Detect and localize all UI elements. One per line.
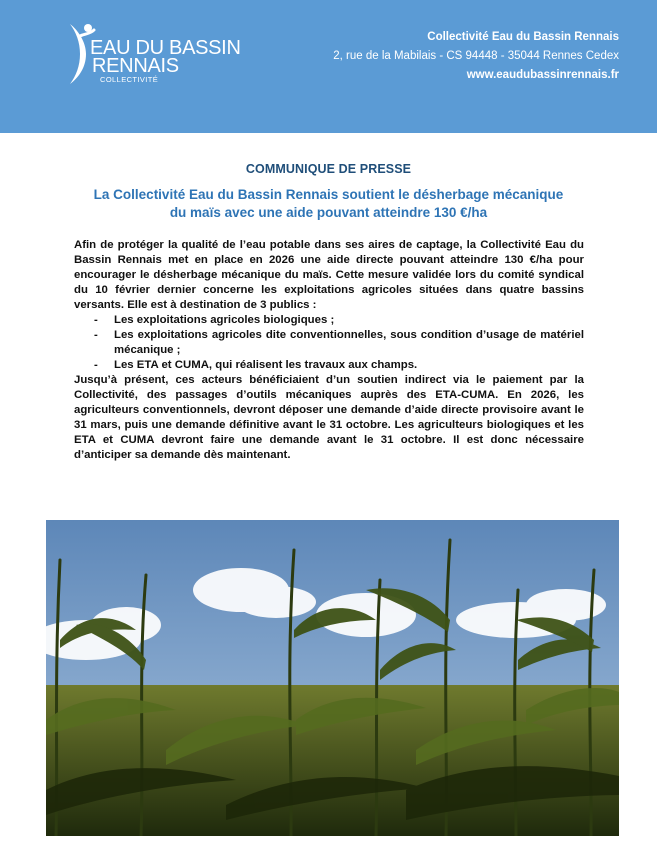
organization-name: Collectivité Eau du Bassin Rennais bbox=[427, 31, 619, 43]
headline-line-1: La Collectivité Eau du Bassin Rennais soutient le désherbage mécanique bbox=[93, 187, 564, 202]
collectivite-logo bbox=[66, 22, 241, 88]
website-link[interactable]: www.eaudubassinrennais.fr bbox=[466, 69, 619, 81]
postal-address: 2, rue de la Mabilais - CS 94448 - 35044 Rennes Cedex bbox=[333, 50, 619, 62]
bullet-dash: - bbox=[94, 359, 98, 371]
list-item-text: Les exploitations agricoles biologiques ; bbox=[114, 314, 335, 326]
corn-field-illustration bbox=[46, 520, 619, 836]
list-item-text: Les exploitations agricoles dite conventionnelles, sous condition d’usage de matériel mécanique ; bbox=[114, 329, 584, 356]
bullet-dash: - bbox=[94, 314, 98, 326]
article-body bbox=[74, 238, 584, 463]
audience-list bbox=[74, 313, 584, 373]
intro-paragraph: Afin de protéger la qualité de l’eau potable dans ses aires de captage, la Collectivité Eau du Bassin Rennais met en place en 2026 une aide directe pouvant atteindre 130 €/ha pour encourager le désherbage mécanique du maïs. Cette mesure validée lors du comité syndical du 10 février dernier concerne les exploitations agricoles situées dans quatre bassins versants. Elle est à destination de 3 publics : bbox=[74, 239, 584, 311]
press-release-label: COMMUNIQUE DE PRESSE bbox=[245, 162, 412, 176]
logo-line-2: RENNAIS bbox=[92, 55, 179, 77]
list-item bbox=[74, 358, 584, 373]
page-header bbox=[0, 0, 657, 133]
corn-field-photo bbox=[46, 520, 619, 836]
list-item bbox=[74, 328, 584, 358]
bullet-dash: - bbox=[94, 329, 98, 341]
logo-line-1: EAU DU BASSIN bbox=[90, 37, 241, 59]
list-item-text: Les ETA et CUMA, qui réalisent les travaux aux champs. bbox=[114, 359, 418, 371]
closing-paragraph: Jusqu’à présent, ces acteurs bénéficiaient d’un soutien indirect via le paiement par la Collectivité, des passages d’outils mécaniques auprès des ETA-CUMA. En 2026, les agriculteurs conventionnels, devront déposer une demande d’aide directe provisoire avant le 31 mars, puis une demande définitive avant le 31 octobre. Les agriculteurs biologiques et les ETA et CUMA devront faire une demande avant le 31 octobre. Il est donc nécessaire d’anticiper sa demande dès maintenant. bbox=[74, 374, 584, 461]
headline-line-2: du maïs avec une aide pouvant atteindre 130 €/ha bbox=[169, 205, 488, 220]
headline bbox=[60, 186, 597, 222]
contact-block bbox=[333, 28, 619, 85]
logo-line-3: COLLECTIVITÉ bbox=[100, 75, 159, 84]
list-item bbox=[74, 313, 584, 328]
